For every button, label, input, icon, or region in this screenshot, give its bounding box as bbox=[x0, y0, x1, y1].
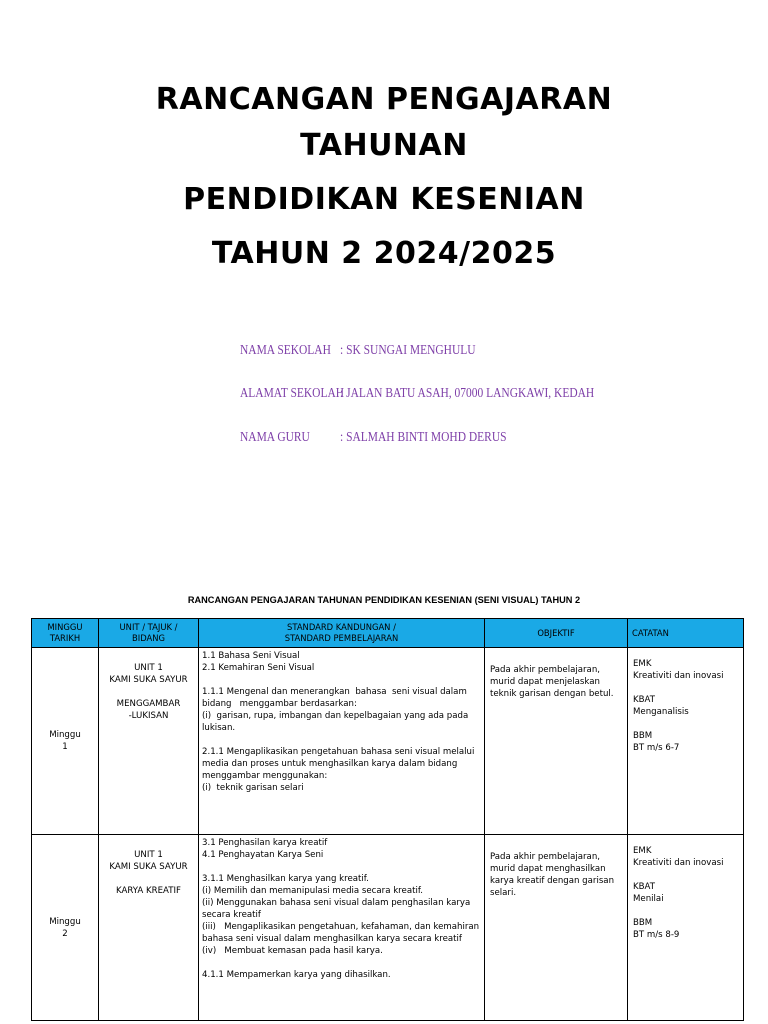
school-address-row bbox=[240, 386, 594, 402]
document-title-line-2: TAHUNAN bbox=[300, 128, 468, 163]
teacher-name-row bbox=[240, 430, 507, 446]
teacher-name-value: : SALMAH BINTI MOHD DERUS bbox=[340, 430, 507, 445]
school-name-value: : SK SUNGAI MENGHULU bbox=[340, 343, 476, 358]
school-name-row bbox=[240, 343, 476, 359]
table-header-row bbox=[32, 619, 744, 648]
header-standard: STANDARD KANDUNGAN / STANDARD PEMBELAJARAN bbox=[199, 619, 485, 648]
school-name-label: NAMA SEKOLAH bbox=[240, 343, 331, 358]
header-week: MINGGU TARIKH bbox=[32, 619, 99, 648]
table-caption: RANCANGAN PENGAJARAN TAHUNAN PENDIDIKAN KESENIAN (SENI VISUAL) TAHUN 2 bbox=[187, 595, 581, 605]
table-row bbox=[32, 835, 744, 1021]
lesson-plan-table bbox=[31, 618, 744, 1021]
standard-cell: 1.1 Bahasa Seni Visual 2.1 Kemahiran Seni Visual 1.1.1 Mengenal dan menerangkan bahasa seni visual dalam bidang menggambar berdasarkan: (i) garisan, rupa, imbangan dan kepelbagaian yang ada pada lukisan. 2.1.1 Mengaplikasikan pengetahuan bahasa seni visual melalui media dan proses untuk menghasilkan karya dalam bidang menggambar menggunakan: (i) teknik garisan selari bbox=[199, 648, 485, 835]
teacher-name-label: NAMA GURU bbox=[240, 430, 310, 445]
unit-cell: UNIT 1 KAMI SUKA SAYUR MENGGAMBAR -LUKISAN bbox=[99, 648, 199, 835]
document-title-line-1: RANCANGAN PENGAJARAN bbox=[155, 82, 613, 117]
week-cell: Minggu 1 bbox=[32, 648, 99, 835]
unit-cell: UNIT 1 KAMI SUKA SAYUR KARYA KREATIF bbox=[99, 835, 199, 1021]
document-subject-title: PENDIDIKAN KESENIAN bbox=[183, 182, 585, 217]
school-address-label: ALAMAT SEKOLAH bbox=[240, 386, 345, 401]
week-cell: Minggu 2 bbox=[32, 835, 99, 1021]
objective-cell: Pada akhir pembelajaran, murid dapat menjelaskan teknik garisan dengan betul. bbox=[485, 648, 628, 835]
table-row bbox=[32, 648, 744, 835]
school-address-value: : JALAN BATU ASAH, 07000 LANGKAWI, KEDAH bbox=[340, 386, 595, 401]
header-unit: UNIT / TAJUK / BIDANG bbox=[99, 619, 199, 648]
standard-cell: 3.1 Penghasilan karya kreatif 4.1 Penghayatan Karya Seni 3.1.1 Menghasilkan karya yang kreatif. (i) Memilih dan memanipulasi media secara kreatif. (ii) Menggunakan bahasa seni visual dalam penghasilan karya secara kreatif (iii) Mengaplikasikan pengetahuan, kefahaman, dan kemahiran bahasa seni visual dalam menghasilkan karya secara kreatif (iv) Membuat kemasan pada hasil karya. 4.1.1 Mempamerkan karya yang dihasilkan. bbox=[199, 835, 485, 1021]
document-year-title: TAHUN 2 2024/2025 bbox=[211, 236, 557, 271]
objective-cell: Pada akhir pembelajaran, murid dapat menghasilkan karya kreatif dengan garisan selari. bbox=[485, 835, 628, 1021]
header-objective: OBJEKTIF bbox=[485, 619, 628, 648]
header-notes: CATATAN bbox=[628, 619, 744, 648]
notes-cell: EMK Kreativiti dan inovasi KBAT Menilai BBM BT m/s 8-9 bbox=[628, 835, 744, 1021]
notes-cell: EMK Kreativiti dan inovasi KBAT Menganalisis BBM BT m/s 6-7 bbox=[628, 648, 744, 835]
